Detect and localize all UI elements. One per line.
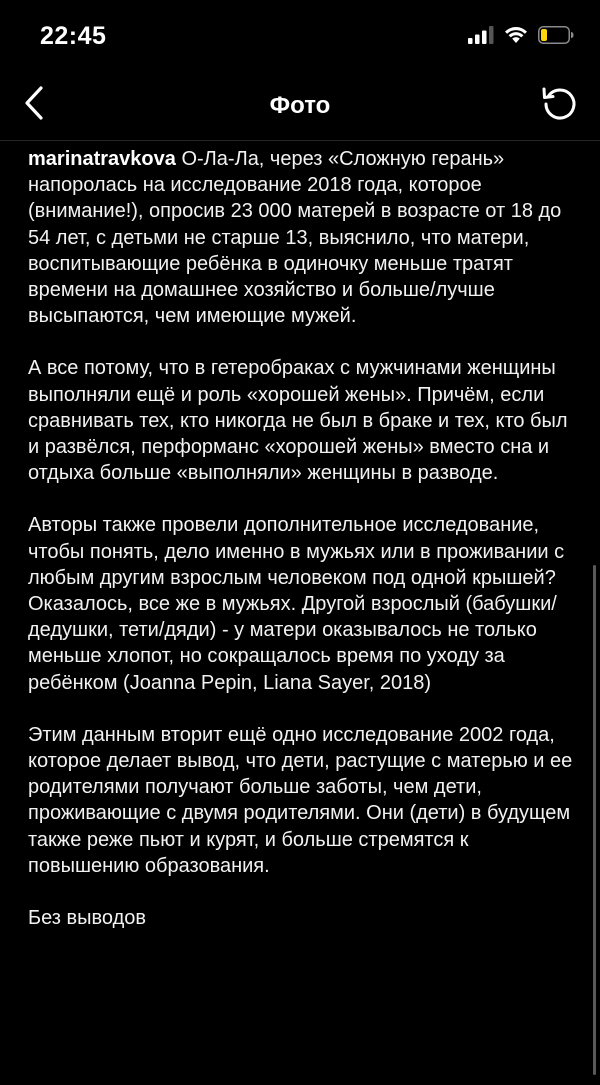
scrollbar[interactable] (593, 565, 596, 1075)
nav-bar (0, 72, 600, 141)
caption-paragraph-3: Авторы также провели дополнительное исследование, чтобы понять, дело именно в мужьях или в проживании с любым другим взрослым человеком под одной крышей? Оказалось, все же в мужьях. Другой взрослый (бабушки/дедушки, тети/дяди) - у матери оказывалось не только меньше хлопот, но сокращалось время по уходу за ребёнком (Joanna Pepin, Liana Sayer, 2018) (28, 514, 565, 694)
battery-low-icon (538, 26, 574, 49)
page-title: Фото (269, 92, 331, 119)
caption-paragraph-5: Без выводов (28, 907, 147, 930)
wifi-icon (504, 26, 528, 49)
post-caption (28, 146, 576, 957)
status-time: 22:45 (40, 22, 107, 50)
refresh-icon (541, 85, 579, 128)
refresh-button[interactable] (538, 84, 582, 128)
caption-text: О-Ла-Ла, через «Сложную герань» напоролась на исследование 2018 года, которое (внимание!), опросив 23 000 матерей в возрасте от 18 до 54 лет, с детьми не старше 13, выяснило, что матери, воспитывающие ребёнка в одиночку меньше тратят времени на домашнее хозяйство и больше/лучше высыпаются, чем имеющие мужей. (28, 148, 562, 328)
caption-paragraph-2: А все потому, что в гетеробраках с мужчинами женщины выполняли ещё и роль «хорошей жены». Причём, если сравнивать тех, кто никогда не был в браке и тех, кто был и развёлся, перформанс «хорошей жены» вместо сна и отдыха больше «выполняли» женщины в разводе. (28, 357, 568, 485)
username-link[interactable]: marinatravkova (28, 148, 176, 170)
status-bar (0, 0, 600, 72)
cellular-signal-icon (468, 26, 494, 49)
caption-paragraph-1 (28, 146, 576, 329)
caption-paragraph-4: Этим данным вторит ещё одно исследование 2002 года, которое делает вывод, что дети, растущие с матерью и ее родителями получают больше заботы, чем дети, проживающие с двумя родителями. Они (дети) в будущем также реже пьют и курят, и больше стремятся к повышению образования. (28, 723, 573, 877)
status-icons (468, 26, 574, 49)
